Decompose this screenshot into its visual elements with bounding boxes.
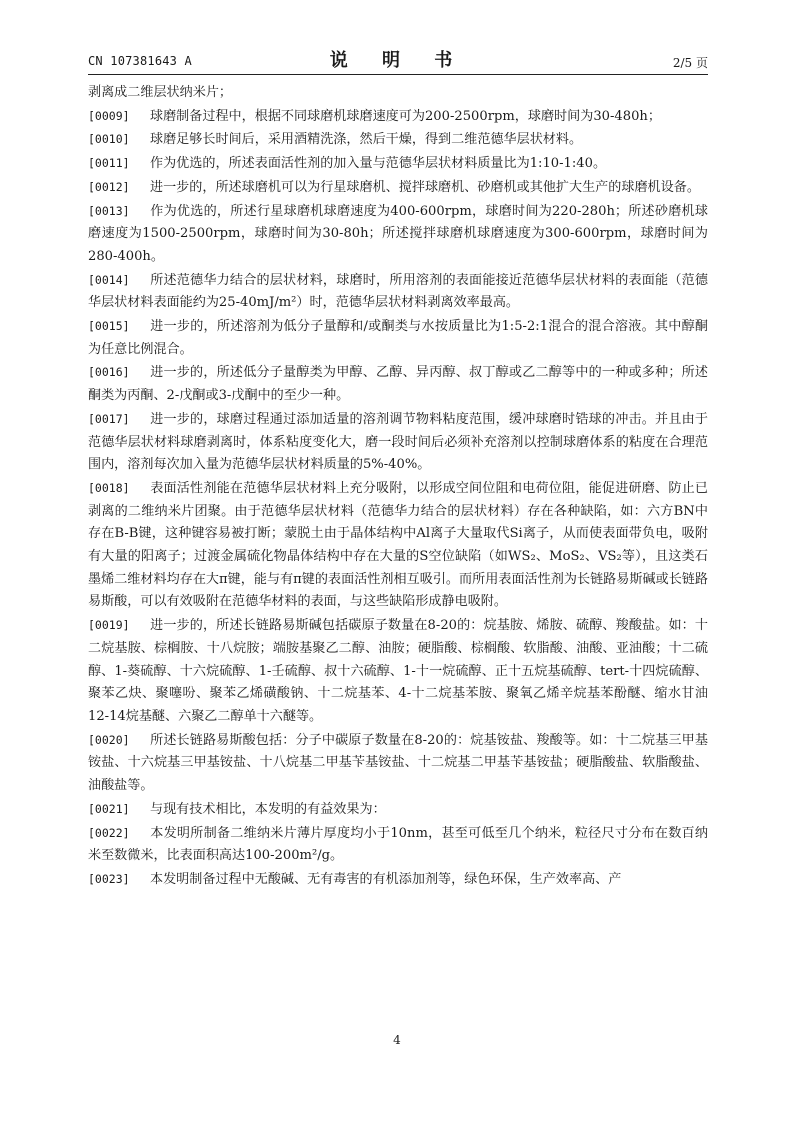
paragraph-text: 与现有技术相比，本发明的有益效果为： — [150, 801, 386, 817]
paragraph-text: 进一步的，所述长链路易斯碱包括碳原子数量在8-20的：烷基胺、烯胺、硫醇、羧酸盐。如：十二烷基胺、棕榈胺、十八烷胺；端胺基聚乙二醇、油胺；硬脂酸、棕榈酸、软脂酸、油酸、亚油酸；十二硫醇、1-葵硫醇、十六烷硫醇、1-壬硫醇、叔十六硫醇、1-十一烷硫醇、正十五烷基硫醇、tert-十四烷硫醇、聚苯乙炔、聚噻吩、聚苯乙烯磺酸钠、十二烷基苯、4-十二烷基苯胺、聚氧乙烯辛烷基苯酚醚、缩水甘油12-14烷基醚、六聚乙二醇单十六醚等。 — [88, 618, 708, 724]
paragraph-number: [0018] — [88, 480, 130, 495]
paragraph — [88, 105, 708, 129]
paragraph — [88, 361, 708, 407]
document-title: 说 明 书 — [329, 50, 467, 71]
paragraph-text: 进一步的，所述球磨机可以为行星球磨机、搅拌球磨机、砂磨机或其他扩大生产的球磨机设备。 — [150, 179, 700, 195]
paragraph-number: [0016] — [88, 365, 130, 380]
page-number: 4 — [393, 1033, 401, 1047]
paragraph-number: [0022] — [88, 825, 130, 840]
paragraph — [88, 176, 708, 200]
paragraph-text: 本发明制备过程中无酸碱、无有毒害的有机添加剂等，绿色环保，生产效率高、产 — [150, 871, 622, 887]
paragraph — [88, 729, 708, 798]
paragraph-number: [0009] — [88, 108, 130, 123]
paragraph-text: 本发明所制备二维纳米片薄片厚度均小于10nm，甚至可低至几个纳米，粒径尺寸分布在数百纳米至数微米，比表面积高达100-200m²/g。 — [88, 825, 708, 864]
paragraph-text: 所述长链路易斯酸包括：分子中碳原子数量在8-20的：烷基铵盐、羧酸等。如：十二烷基三甲基铵盐、十六烷基三甲基铵盐、十八烷基二甲基苄基铵盐、十二烷基二甲基苄基铵盐；硬脂酸盐、软脂酸盐、油酸盐等。 — [88, 732, 708, 794]
paragraph-text: 作为优选的，所述表面活性剂的加入量与范德华层状材料质量比为1:10-1:40。 — [150, 156, 607, 172]
paragraph-text: 作为优选的，所述行星球磨机球磨速度为400-600rpm，球磨时间为220-280h；所述砂磨机球磨速度为1500-2500rpm，球磨时间为30-80h；所述搅拌球磨机球磨速度为300-600rpm，球磨时间为280-400h。 — [88, 203, 708, 264]
paragraph — [88, 868, 708, 892]
paragraph-text: 进一步的，所述溶剂为低分子量醇和/或酮类与水按质量比为1:5-2:1混合的混合溶液。其中醇酮为任意比例混合。 — [88, 319, 708, 357]
paragraph-text: 所述范德华力结合的层状材料，球磨时，所用溶剂的表面能接近范德华层状材料的表面能（范德华层状材料表面能约为25-40mJ/m²）时，范德华层状材料剥离效率最高。 — [88, 272, 708, 311]
paragraph — [88, 798, 708, 822]
header-divider — [88, 74, 708, 75]
paragraph — [88, 200, 708, 269]
paragraph — [88, 477, 708, 614]
paragraph-number: [0015] — [88, 319, 130, 334]
paragraph-text: 剥离成二维层状纳米片； — [88, 85, 233, 100]
document-body — [88, 82, 708, 892]
publication-number: CN 107381643 A — [88, 54, 192, 68]
paragraph-number: [0014] — [88, 272, 130, 287]
paragraph-number: [0021] — [88, 801, 130, 816]
paragraph-text: 表面活性剂能在范德华层状材料上充分吸附，以形成空间位阻和电荷位阻，能促进研磨、防止已剥离的二维纳米片团聚。由于范德华层状材料（范德华力结合的层状材料）存在各种缺陷，如：六方BN中存在B-B键，这种键容易被打断；蒙脱土由于晶体结构中Al离子大量取代Si离子，从而使表面带负电，吸附有大量的阳离子；过渡金属硫化物晶体结构中存在大量的S空位缺陷（如WS₂、MoS₂、VS₂等），且这类石墨烯二维材料均存在大π键，能与有π键的表面活性剂相互吸引。而所用表面活性剂为长链路易斯碱或长链路易斯酸，可以有效吸附在范德华材料的表面，与这些缺陷形成静电吸附。 — [88, 480, 708, 610]
paragraph-text: 进一步的，所述低分子量醇类为甲醇、乙醇、异丙醇、叔丁醇或乙二醇等中的一种或多种；所述酮类为丙酮、2-戊酮或3-戊酮中的至少一种。 — [88, 365, 708, 404]
paragraph — [88, 128, 708, 152]
paragraph-number: [0023] — [88, 871, 130, 886]
paragraph-text: 球磨足够长时间后，采用酒精洗涤，然后干燥，得到二维范德华层状材料。 — [150, 132, 583, 148]
paragraph-number: [0013] — [88, 203, 130, 218]
page-indicator: 2/5 页 — [672, 56, 708, 70]
paragraph — [88, 614, 708, 729]
paragraph — [88, 152, 708, 176]
paragraph — [88, 315, 708, 361]
paragraph — [88, 822, 708, 868]
paragraph — [88, 408, 708, 477]
paragraph — [88, 269, 708, 315]
paragraph-text: 进一步的，球磨过程通过添加适量的溶剂调节物料粘度范围，缓冲球磨时锆球的冲击。并且由于范德华层状材料球磨剥离时，体系粘度变化大，磨一段时间后必须补充溶剂以控制球磨体系的粘度在合理范围内，溶剂每次加入量为范德华层状材料质量的5%-40%。 — [88, 411, 708, 473]
page-header — [88, 46, 708, 72]
paragraph-number: [0012] — [88, 179, 130, 194]
paragraph-number: [0020] — [88, 732, 130, 747]
paragraph-number: [0019] — [88, 618, 130, 633]
paragraph-text: 球磨制备过程中，根据不同球磨机球磨速度可为200-2500rpm，球磨时间为30-480h； — [150, 108, 661, 124]
paragraph-number: [0017] — [88, 411, 130, 426]
paragraph — [88, 82, 708, 105]
paragraph-number: [0011] — [88, 156, 130, 171]
paragraph-number: [0010] — [88, 132, 130, 147]
